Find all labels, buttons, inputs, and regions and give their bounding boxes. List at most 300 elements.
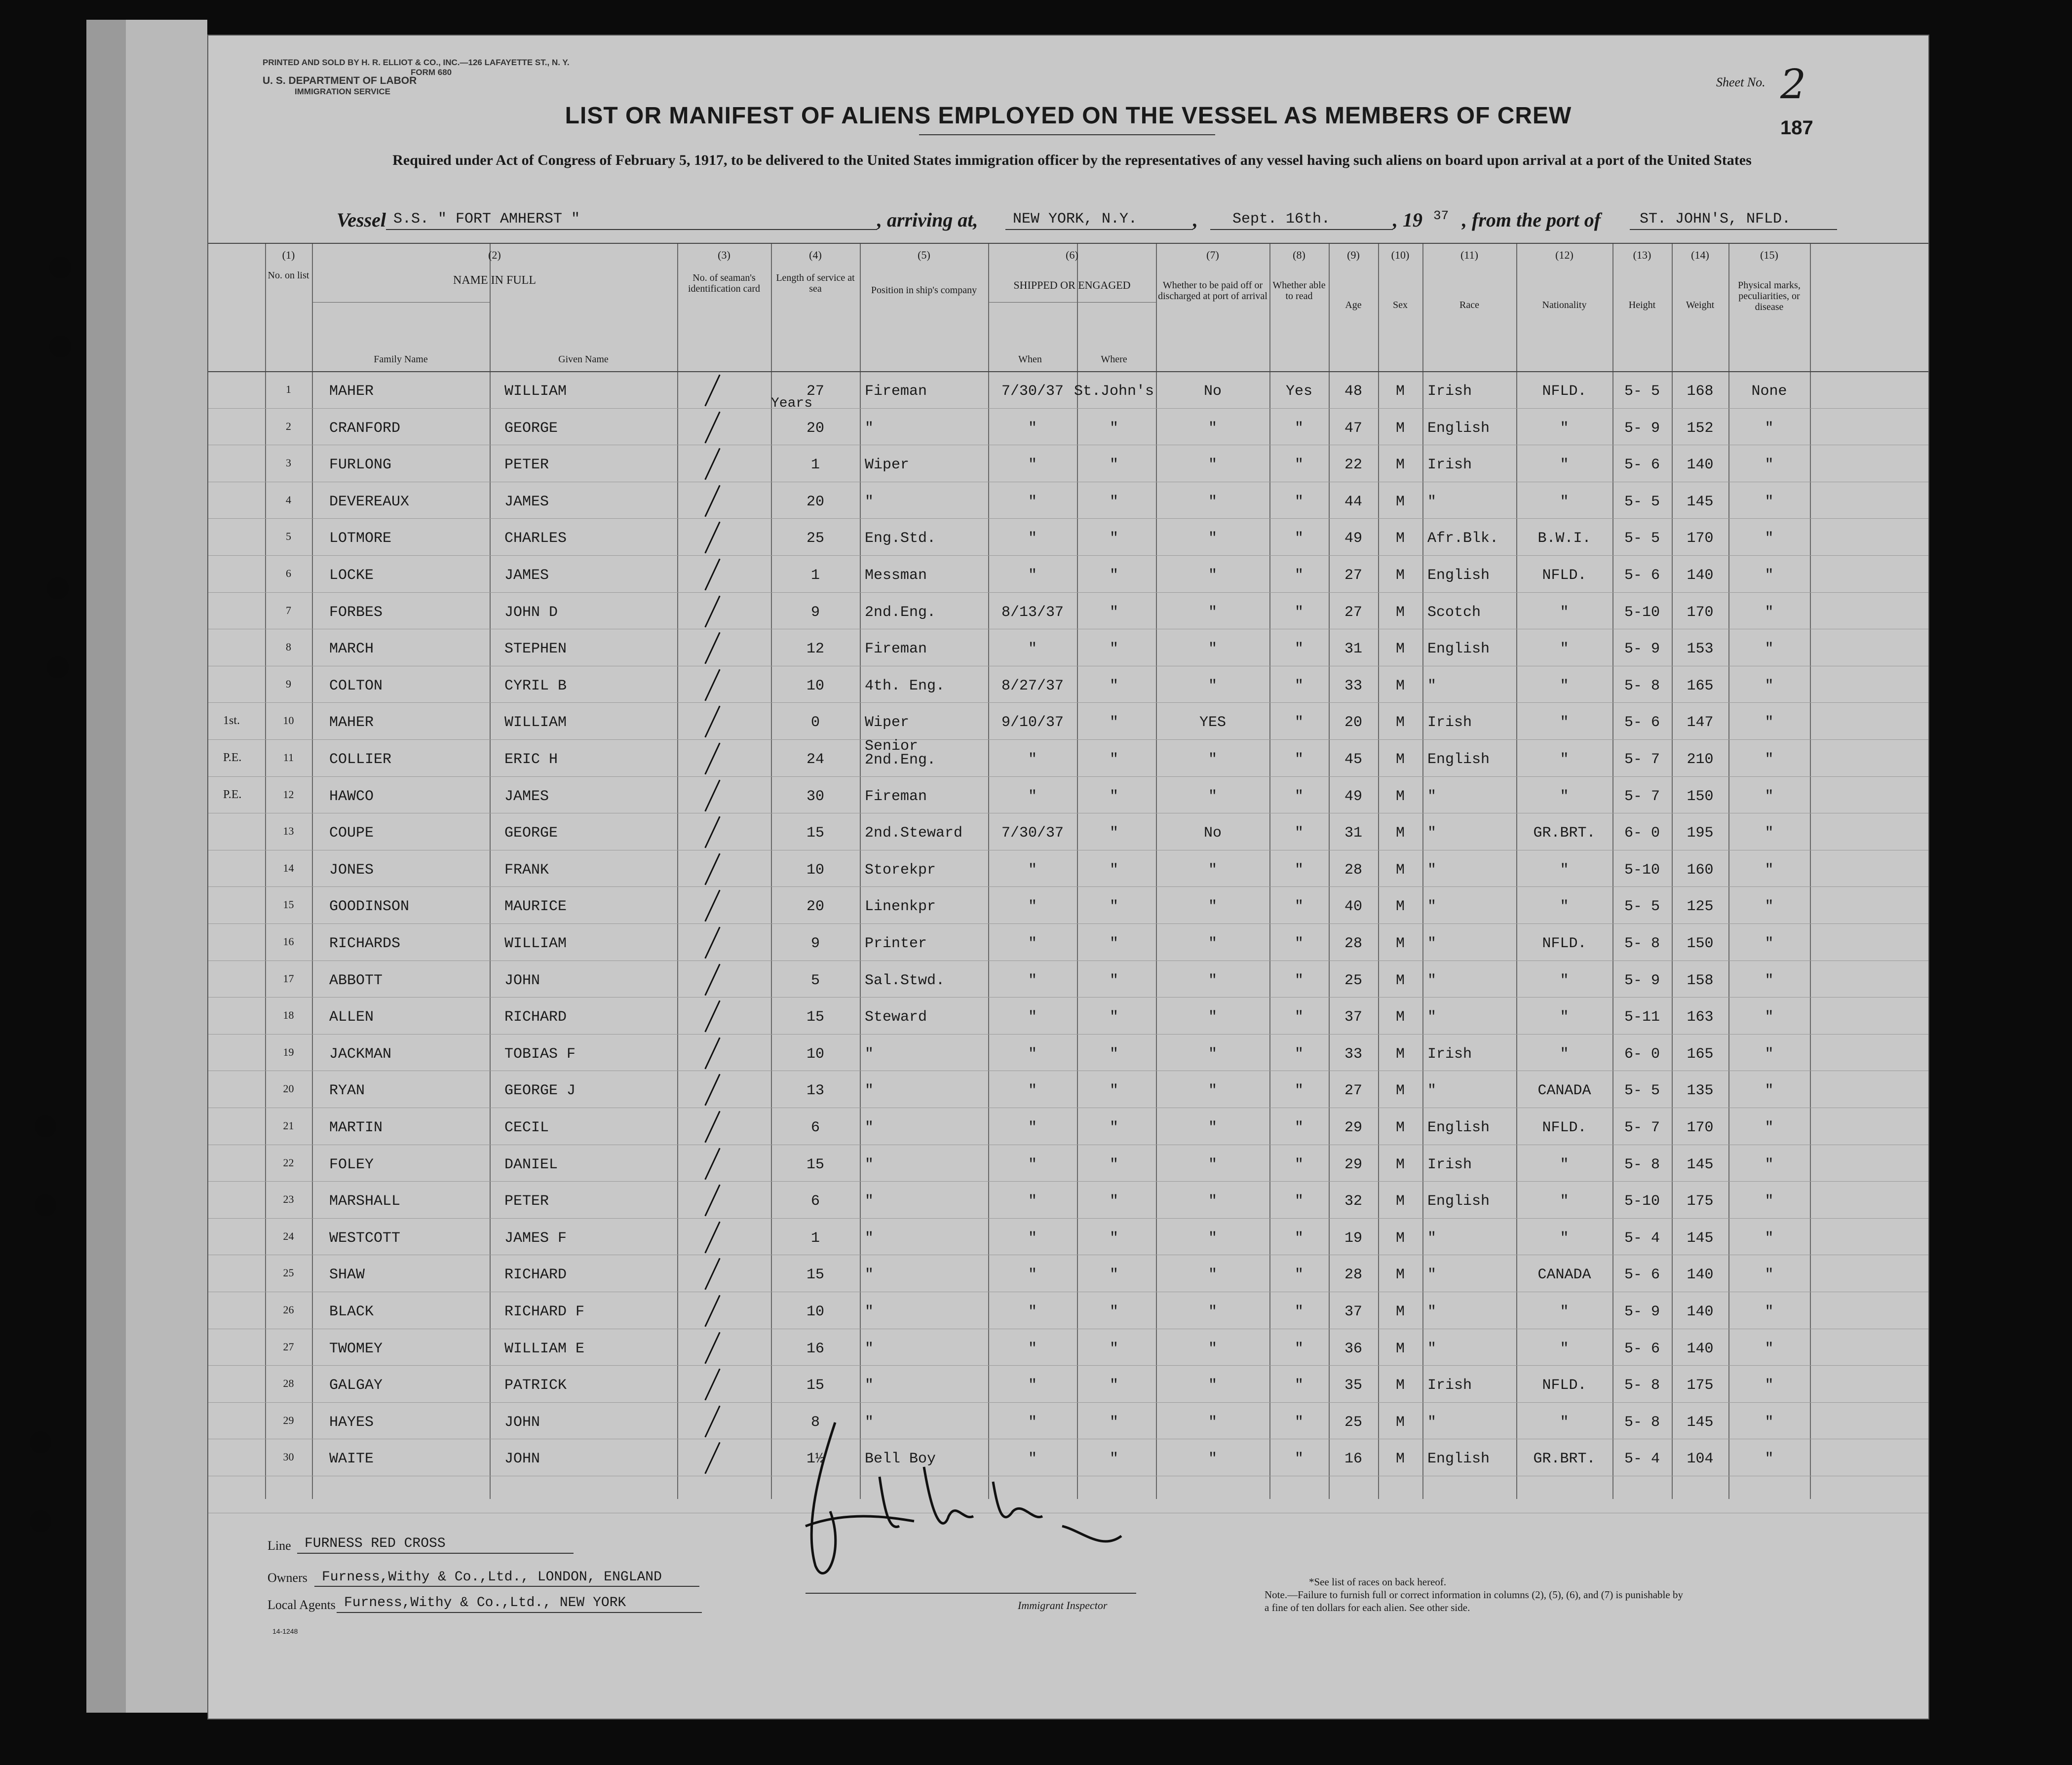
row-rule: [208, 886, 1928, 887]
able-to-read: ": [1294, 788, 1304, 805]
header-family-name: Family Name: [374, 354, 428, 365]
family-name: TWOMEY: [329, 1340, 383, 1357]
race: Scotch: [1427, 604, 1481, 621]
length-of-service: 10: [806, 861, 824, 879]
header-position: Position in ship's company: [871, 285, 977, 296]
punch-hole: [47, 577, 69, 599]
able-to-read: ": [1294, 861, 1304, 879]
column-rule: [312, 243, 313, 1499]
height: 5- 6: [1624, 567, 1660, 584]
column-rule: [1810, 243, 1811, 1499]
row-rule: [208, 776, 1928, 777]
family-name: FURLONG: [329, 457, 392, 474]
height: 5- 9: [1624, 972, 1660, 989]
agents-value: Furness,Withy & Co.,Ltd., NEW YORK: [344, 1595, 626, 1611]
given-name: GEORGE: [504, 825, 558, 842]
shipped-where: ": [1109, 972, 1118, 989]
weight: 147: [1687, 714, 1714, 731]
given-name: CYRIL B: [504, 677, 567, 694]
family-name: GALGAY: [329, 1377, 383, 1394]
position: Storekpr: [865, 861, 936, 879]
sex: M: [1395, 898, 1405, 916]
able-to-read: ": [1294, 567, 1304, 584]
race: Irish: [1427, 457, 1472, 474]
family-name: MARSHALL: [329, 1193, 401, 1210]
nationality: CANADA: [1537, 1082, 1591, 1100]
id-card-check-mark: [704, 779, 720, 811]
shipped-where: ": [1109, 898, 1118, 916]
row-rule: [208, 1218, 1928, 1219]
year-suffix: 37: [1433, 208, 1449, 223]
id-card-check-mark: [704, 1295, 720, 1327]
length-of-service: 1½: [806, 1451, 824, 1468]
length-of-service: 1: [810, 457, 820, 474]
given-name: WILLIAM: [504, 935, 567, 952]
header-when: When: [1018, 354, 1042, 365]
given-name: JOHN: [504, 1414, 540, 1431]
id-card-check-mark: [704, 559, 720, 591]
length-of-service: 27: [806, 383, 824, 400]
row-number: 5: [286, 530, 291, 543]
row-number: 11: [283, 751, 294, 764]
subtitle: Required under Act of Congress of February 5, 1917, to be delivered to the United States immigration officer by the representatives of any vessel having such aliens on board upon arrival at a port of the United States: [392, 152, 1752, 168]
header-length-service: Length of service at sea: [776, 272, 855, 294]
weight: 140: [1687, 1304, 1714, 1320]
position: Eng.Std.: [865, 530, 936, 547]
header-weight: Weight: [1686, 300, 1715, 310]
height: 5- 5: [1624, 898, 1660, 916]
nationality: ": [1560, 1229, 1569, 1247]
nationality: ": [1560, 1340, 1569, 1357]
weight: 165: [1687, 1045, 1714, 1063]
owners-value: Furness,Withy & Co.,Ltd., LONDON, ENGLAND: [322, 1570, 662, 1585]
family-name: ABBOTT: [329, 972, 383, 989]
nationality: ": [1560, 677, 1569, 694]
weight: 125: [1687, 898, 1714, 916]
position: ": [865, 1193, 874, 1210]
height: 5- 8: [1624, 677, 1660, 694]
sex: M: [1395, 861, 1405, 879]
race: Irish: [1427, 714, 1472, 731]
paid-off: YES: [1199, 714, 1226, 731]
age: 32: [1344, 1193, 1362, 1210]
shipped-when: ": [1028, 1266, 1037, 1284]
length-of-service: 12: [806, 641, 824, 658]
shipped-where: ": [1109, 861, 1118, 879]
shipped-when: ": [1028, 1082, 1037, 1100]
height: 5- 6: [1624, 457, 1660, 474]
age: 37: [1344, 1009, 1362, 1026]
nationality: NFLD.: [1542, 1377, 1587, 1394]
shipped-when: ": [1028, 530, 1037, 547]
row-number: 14: [283, 861, 294, 874]
shipped-when: ": [1028, 641, 1037, 658]
height: 5- 4: [1624, 1229, 1660, 1247]
weight: 150: [1687, 935, 1714, 952]
row-rule: [208, 1181, 1928, 1182]
id-card-check-mark: [704, 1185, 720, 1217]
race: English: [1427, 1119, 1490, 1136]
shipped-where: ": [1109, 567, 1118, 584]
shipped-where: ": [1109, 457, 1118, 474]
id-card-check-mark: [704, 1000, 720, 1033]
physical-marks: ": [1765, 1156, 1774, 1173]
position: Sal.Stwd.: [865, 972, 945, 989]
age: 16: [1344, 1451, 1362, 1468]
race: ": [1427, 677, 1437, 694]
age: 22: [1344, 457, 1362, 474]
height: 5- 5: [1624, 383, 1660, 400]
shipped-where: ": [1109, 788, 1118, 805]
nationality: GR.BRT.: [1533, 825, 1596, 842]
nationality: ": [1560, 641, 1569, 658]
paid-off: ": [1208, 1193, 1217, 1210]
paid-off: ": [1208, 751, 1217, 768]
sex: M: [1395, 788, 1405, 805]
paid-off: ": [1208, 420, 1217, 437]
weight: 145: [1687, 493, 1714, 510]
paid-off: ": [1208, 1340, 1217, 1357]
row-number: 21: [283, 1119, 294, 1132]
shipped-when: ": [1028, 1156, 1037, 1173]
age: 40: [1344, 898, 1362, 916]
position: Senior 2nd.Eng.: [865, 738, 936, 768]
nationality: NFLD.: [1542, 383, 1587, 400]
physical-marks: ": [1765, 493, 1774, 510]
physical-marks: ": [1765, 751, 1774, 768]
shipped-when: ": [1028, 493, 1037, 510]
weight: 170: [1687, 530, 1714, 547]
height: 5- 6: [1624, 714, 1660, 731]
margin-note: 1st.: [223, 714, 240, 728]
paid-off: ": [1208, 972, 1217, 989]
race: ": [1427, 898, 1437, 916]
length-of-service: 1: [810, 1229, 820, 1247]
weight: 170: [1687, 604, 1714, 621]
sex: M: [1395, 751, 1405, 768]
physical-marks: ": [1765, 1414, 1774, 1431]
length-of-service: 13: [806, 1082, 824, 1100]
column-rule: [860, 243, 861, 1499]
form-number: FORM 680: [411, 68, 452, 77]
position: Messman: [865, 567, 927, 584]
sex: M: [1395, 1304, 1405, 1320]
paid-off: ": [1208, 1451, 1217, 1468]
header-id-card: No. of seaman's identification card: [688, 272, 761, 294]
race: ": [1427, 861, 1437, 879]
column-number: (13): [1633, 249, 1651, 261]
sex: M: [1395, 457, 1405, 474]
row-number: 3: [286, 457, 291, 469]
department: U. S. DEPARTMENT OF LABOR: [263, 75, 417, 86]
family-name: MAHER: [329, 714, 374, 731]
shipped-when: ": [1028, 457, 1037, 474]
arriving-port: NEW YORK, N.Y.: [1013, 211, 1138, 228]
able-to-read: ": [1294, 1119, 1304, 1136]
weight: 104: [1687, 1451, 1714, 1468]
family-name: DEVEREAUX: [329, 493, 410, 510]
header-height: Height: [1628, 300, 1656, 310]
header-where: Where: [1101, 354, 1127, 365]
physical-marks: ": [1765, 1377, 1774, 1394]
physical-marks: ": [1765, 420, 1774, 437]
header-age: Age: [1345, 300, 1362, 310]
header-given-name: Given Name: [558, 354, 609, 365]
row-number: 25: [283, 1266, 294, 1279]
punch-hole: [35, 1115, 56, 1137]
row-number: 19: [283, 1045, 294, 1058]
physical-marks: ": [1765, 1082, 1774, 1100]
paid-off: ": [1208, 788, 1217, 805]
age: 29: [1344, 1156, 1362, 1173]
shipped-where: ": [1109, 1156, 1118, 1173]
id-card-check-mark: [704, 448, 720, 480]
length-of-service: 20: [806, 898, 824, 916]
shipped-when: ": [1028, 935, 1037, 952]
length-of-service: 5: [810, 972, 820, 989]
nationality: NFLD.: [1542, 1119, 1587, 1136]
age: 25: [1344, 972, 1362, 989]
physical-marks: ": [1765, 1451, 1774, 1468]
shipped-where: ": [1109, 1119, 1118, 1136]
row-rule: [208, 408, 1928, 409]
row-rule: [208, 997, 1928, 998]
line-label: Line: [268, 1538, 291, 1553]
table-top-rule: [208, 243, 1928, 244]
height: 5- 8: [1624, 1377, 1660, 1394]
family-name: HAYES: [329, 1414, 374, 1431]
weight: 145: [1687, 1156, 1714, 1173]
shipped-where: St.John's: [1074, 383, 1154, 400]
family-name: WESTCOTT: [329, 1229, 401, 1247]
given-name: JAMES: [504, 567, 549, 584]
family-name: SHAW: [329, 1266, 365, 1284]
column-number: (6): [1066, 249, 1078, 261]
given-name: RICHARD F: [504, 1304, 585, 1320]
physical-marks: ": [1765, 714, 1774, 731]
family-name: JACKMAN: [329, 1045, 392, 1063]
sex: M: [1395, 714, 1405, 731]
given-name: RICHARD: [504, 1009, 567, 1026]
weight: 140: [1687, 457, 1714, 474]
race: ": [1427, 1009, 1437, 1026]
printer-line: PRINTED AND SOLD BY H. R. ELLIOT & CO., INC.—126 LAFAYETTE ST., N. Y.: [263, 58, 570, 67]
punch-hole: [49, 257, 71, 278]
shipped-when: ": [1028, 1377, 1037, 1394]
length-of-service: 24: [806, 751, 824, 768]
position: ": [865, 1377, 874, 1394]
sex: M: [1395, 420, 1405, 437]
given-name: JAMES: [504, 493, 549, 510]
manifest-sheet: [207, 35, 1929, 1720]
years-label: Years: [771, 396, 813, 411]
height: 5- 8: [1624, 935, 1660, 952]
punch-hole: [35, 1194, 56, 1216]
shipped-when: ": [1028, 1304, 1037, 1320]
race: ": [1427, 1266, 1437, 1284]
race: Irish: [1427, 1377, 1472, 1394]
weight: 153: [1687, 641, 1714, 658]
sex: M: [1395, 1193, 1405, 1210]
arriving-label: , arriving at,: [877, 209, 978, 231]
sex: M: [1395, 641, 1405, 658]
physical-marks: ": [1765, 1304, 1774, 1320]
header-paid-off: Whether to be paid off or discharged at port of arrival: [1158, 280, 1267, 302]
shipped-where: ": [1109, 714, 1118, 731]
id-card-check-mark: [704, 927, 720, 959]
sex: M: [1395, 1082, 1405, 1100]
age: 28: [1344, 861, 1362, 879]
column-number: (12): [1555, 249, 1573, 261]
family-name: BLACK: [329, 1304, 374, 1320]
family-name: RICHARDS: [329, 935, 401, 952]
sheet-number: 2: [1780, 61, 1806, 108]
header-physical-marks: Physical marks, peculiarities, or disease: [1738, 280, 1801, 312]
able-to-read: ": [1294, 972, 1304, 989]
race: ": [1427, 788, 1437, 805]
subheader-rule: [312, 302, 490, 303]
punch-hole: [49, 336, 71, 357]
given-name: GEORGE: [504, 420, 558, 437]
penalty-note: Note.—Failure to furnish full or correct information in columns (2), (5), (6), and (7) is punishable by a fine of ten dollars for each alien. See other side.: [1265, 1589, 1683, 1613]
shipped-where: ": [1109, 1304, 1118, 1320]
margin-note: P.E.: [223, 751, 242, 764]
physical-marks: ": [1765, 972, 1774, 989]
height: 5-10: [1624, 1193, 1660, 1210]
physical-marks: ": [1765, 1340, 1774, 1357]
weight: 210: [1687, 751, 1714, 768]
given-name: WILLIAM: [504, 714, 567, 731]
position: ": [865, 1414, 874, 1431]
physical-marks: ": [1765, 1266, 1774, 1284]
id-card-check-mark: [704, 816, 720, 848]
age: 28: [1344, 1266, 1362, 1284]
shipped-when: ": [1028, 898, 1037, 916]
able-to-read: ": [1294, 1045, 1304, 1063]
id-card-check-mark: [704, 706, 720, 738]
race: Irish: [1427, 1156, 1472, 1173]
sex: M: [1395, 383, 1405, 400]
family-name: FOLEY: [329, 1156, 374, 1173]
shipped-when: 7/30/37: [1001, 825, 1064, 842]
sex: M: [1395, 1045, 1405, 1063]
weight: 175: [1687, 1377, 1714, 1394]
sex: M: [1395, 567, 1405, 584]
paid-off: ": [1208, 935, 1217, 952]
id-card-check-mark: [704, 1111, 720, 1143]
row-rule: [208, 371, 1928, 372]
row-number: 16: [283, 935, 294, 948]
height: 5- 5: [1624, 530, 1660, 547]
paid-off: ": [1208, 1304, 1217, 1320]
race: Irish: [1427, 383, 1472, 400]
shipped-where: ": [1109, 641, 1118, 658]
row-rule: [208, 1034, 1928, 1035]
physical-marks: ": [1765, 935, 1774, 952]
title-rule: [919, 134, 1215, 135]
length-of-service: 15: [806, 1377, 824, 1394]
row-number: 2: [286, 420, 291, 432]
sex: M: [1395, 825, 1405, 842]
nationality: ": [1560, 457, 1569, 474]
shipped-where: ": [1109, 1266, 1118, 1284]
shipped-when: ": [1028, 972, 1037, 989]
length-of-service: 20: [806, 420, 824, 437]
physical-marks: ": [1765, 530, 1774, 547]
physical-marks: ": [1765, 898, 1774, 916]
id-card-check-mark: [704, 1148, 720, 1180]
id-card-check-mark: [704, 1258, 720, 1290]
weight: 150: [1687, 788, 1714, 805]
sex: M: [1395, 1266, 1405, 1284]
paid-off: ": [1208, 457, 1217, 474]
shipped-when: ": [1028, 1229, 1037, 1247]
race: ": [1427, 1340, 1437, 1357]
able-to-read: ": [1294, 420, 1304, 437]
able-to-read: ": [1294, 1229, 1304, 1247]
physical-marks: ": [1765, 1119, 1774, 1136]
shipped-when: 8/13/37: [1001, 604, 1064, 621]
family-name: JONES: [329, 861, 374, 879]
position: ": [865, 493, 874, 510]
able-to-read: ": [1294, 604, 1304, 621]
id-card-check-mark: [704, 963, 720, 996]
race: ": [1427, 935, 1437, 952]
position: Printer: [865, 935, 927, 952]
row-number: 29: [283, 1414, 294, 1426]
given-name: PATRICK: [504, 1377, 567, 1394]
row-rule: [208, 1365, 1928, 1366]
race: Afr.Blk.: [1427, 530, 1499, 547]
height: 5- 5: [1624, 493, 1660, 510]
header-nationality: Nationality: [1542, 300, 1587, 310]
age: 29: [1344, 1119, 1362, 1136]
column-number: (11): [1460, 249, 1478, 261]
shipped-when: 9/10/37: [1001, 714, 1064, 731]
physical-marks: ": [1765, 825, 1774, 842]
shipped-where: ": [1109, 935, 1118, 952]
id-card-check-mark: [704, 595, 720, 627]
row-number: 23: [283, 1193, 294, 1206]
race: English: [1427, 641, 1490, 658]
given-name: DANIEL: [504, 1156, 558, 1173]
paid-off: ": [1208, 641, 1217, 658]
given-name: CECIL: [504, 1119, 549, 1136]
race: ": [1427, 1304, 1437, 1320]
punch-hole: [47, 656, 69, 678]
header-able-read: Whether able to read: [1272, 280, 1326, 302]
race: Irish: [1427, 1045, 1472, 1063]
given-name: PETER: [504, 457, 549, 474]
length-of-service: 25: [806, 530, 824, 547]
height: 5- 9: [1624, 641, 1660, 658]
race: ": [1427, 493, 1437, 510]
row-number: 27: [283, 1340, 294, 1353]
header-race: Race: [1459, 300, 1479, 310]
family-name: MARTIN: [329, 1119, 383, 1136]
row-rule: [208, 923, 1928, 924]
column-rule: [1422, 243, 1423, 1499]
age: 36: [1344, 1340, 1362, 1357]
column-number: (15): [1760, 249, 1778, 261]
shipped-where: ": [1109, 1414, 1118, 1431]
form-code: 14-1248: [272, 1627, 298, 1635]
shipped-when: ": [1028, 1451, 1037, 1468]
family-name: ALLEN: [329, 1009, 374, 1026]
length-of-service: 15: [806, 1156, 824, 1173]
nationality: ": [1560, 751, 1569, 768]
comma: ,: [1193, 209, 1198, 231]
